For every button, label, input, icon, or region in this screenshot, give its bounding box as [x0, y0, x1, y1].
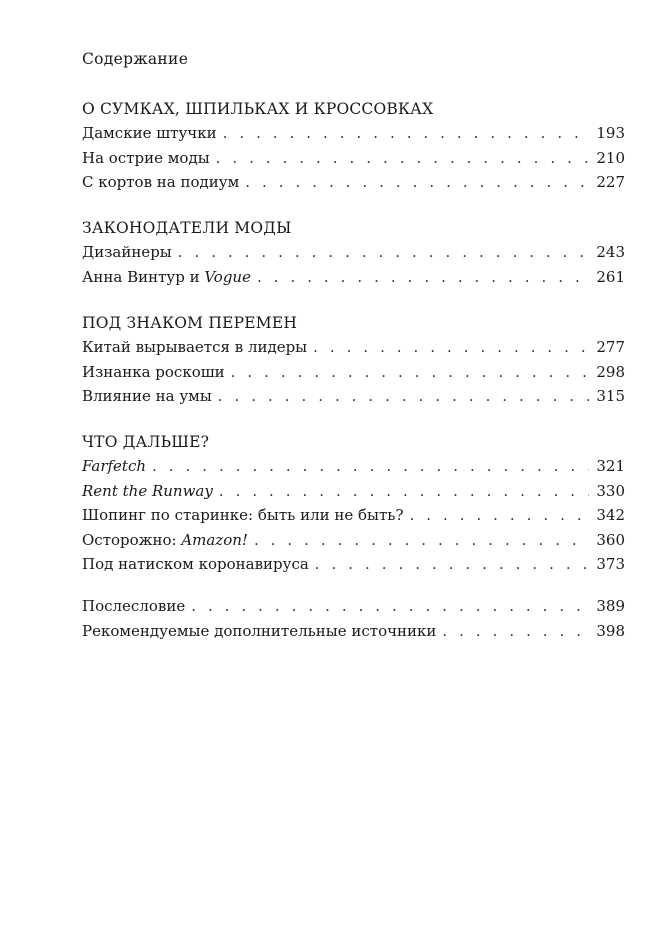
toc-section — [82, 311, 625, 409]
page-number: 227 — [596, 173, 625, 191]
dot-leader — [254, 528, 589, 553]
running-head: Содержание — [82, 50, 189, 68]
toc-entry — [82, 619, 625, 644]
page-number: 398 — [596, 621, 625, 640]
dot-leader — [245, 170, 589, 195]
entry-title: Китай вырывается в лидеры — [82, 338, 308, 356]
dot-leader — [257, 265, 589, 290]
entry-title: Анна Винтур и Vogue — [82, 267, 251, 286]
toc-entry — [82, 528, 625, 553]
dot-leader — [191, 594, 589, 619]
dot-leader — [178, 240, 589, 265]
dot-leader — [219, 479, 589, 504]
page-number: 210 — [596, 148, 625, 167]
page-number: 243 — [596, 243, 625, 261]
dot-leader — [315, 552, 589, 577]
section-title: ЗАКОНОДАТЕЛИ МОДЫ — [82, 219, 292, 237]
page-number: 360 — [596, 530, 625, 549]
page-number: 193 — [596, 124, 625, 142]
section-title: О СУМКАХ, ШПИЛЬКАХ И КРОССОВКАХ — [82, 100, 434, 118]
entry-title: Рекомендуемые дополнительные источники — [82, 621, 437, 640]
entry-title: Изнанка роскоши — [82, 362, 225, 381]
toc-entry — [82, 265, 625, 290]
dot-leader — [442, 619, 589, 644]
entry-title: Rent the Runway — [82, 481, 213, 500]
toc-section-back-matter — [82, 594, 625, 643]
page-number: 373 — [596, 555, 625, 573]
toc-section — [82, 216, 625, 289]
entry-title: С кортов на подиум — [82, 173, 240, 191]
toc-entry — [82, 240, 625, 265]
entry-title: Осторожно: Amazon! — [82, 530, 248, 549]
dot-leader — [223, 121, 589, 146]
toc-entry — [82, 454, 625, 479]
dot-leader — [152, 454, 589, 479]
dot-leader — [218, 384, 589, 409]
entry-title: На острие моды — [82, 148, 210, 167]
toc-section — [82, 97, 625, 195]
toc-entry — [82, 594, 625, 619]
dot-leader — [410, 503, 590, 528]
toc-entry — [82, 146, 625, 171]
page-number: 298 — [596, 362, 625, 381]
entry-title: Шопинг по старинке: быть или не быть? — [82, 506, 404, 524]
page-number: 261 — [596, 267, 625, 286]
page-number: 321 — [596, 457, 625, 475]
toc-section — [82, 430, 625, 577]
toc-entry — [82, 170, 625, 195]
toc-entry — [82, 479, 625, 504]
toc-entry — [82, 384, 625, 409]
page-number: 315 — [596, 387, 625, 405]
toc-entry — [82, 121, 625, 146]
dot-leader — [313, 335, 589, 360]
entry-title: Дизайнеры — [82, 243, 172, 261]
dot-leader — [216, 146, 589, 171]
entry-title: Послесловие — [82, 597, 186, 615]
dot-leader — [231, 360, 589, 385]
page-number: 277 — [596, 338, 625, 356]
section-title: ЧТО ДАЛЬШЕ? — [82, 433, 210, 451]
toc-entry — [82, 503, 625, 528]
entry-title: Влияние на умы — [82, 387, 212, 405]
toc-entry — [82, 552, 625, 577]
page-number: 330 — [596, 481, 625, 500]
page-number: 389 — [596, 597, 625, 615]
page-number: 342 — [596, 506, 625, 524]
toc-entry — [82, 335, 625, 360]
entry-title: Под натиском коронавируса — [82, 555, 309, 573]
entry-title: Дамские штучки — [82, 124, 217, 142]
entry-title: Farfetch — [82, 457, 147, 475]
toc-entry — [82, 360, 625, 385]
section-title: ПОД ЗНАКОМ ПЕРЕМЕН — [82, 314, 298, 332]
